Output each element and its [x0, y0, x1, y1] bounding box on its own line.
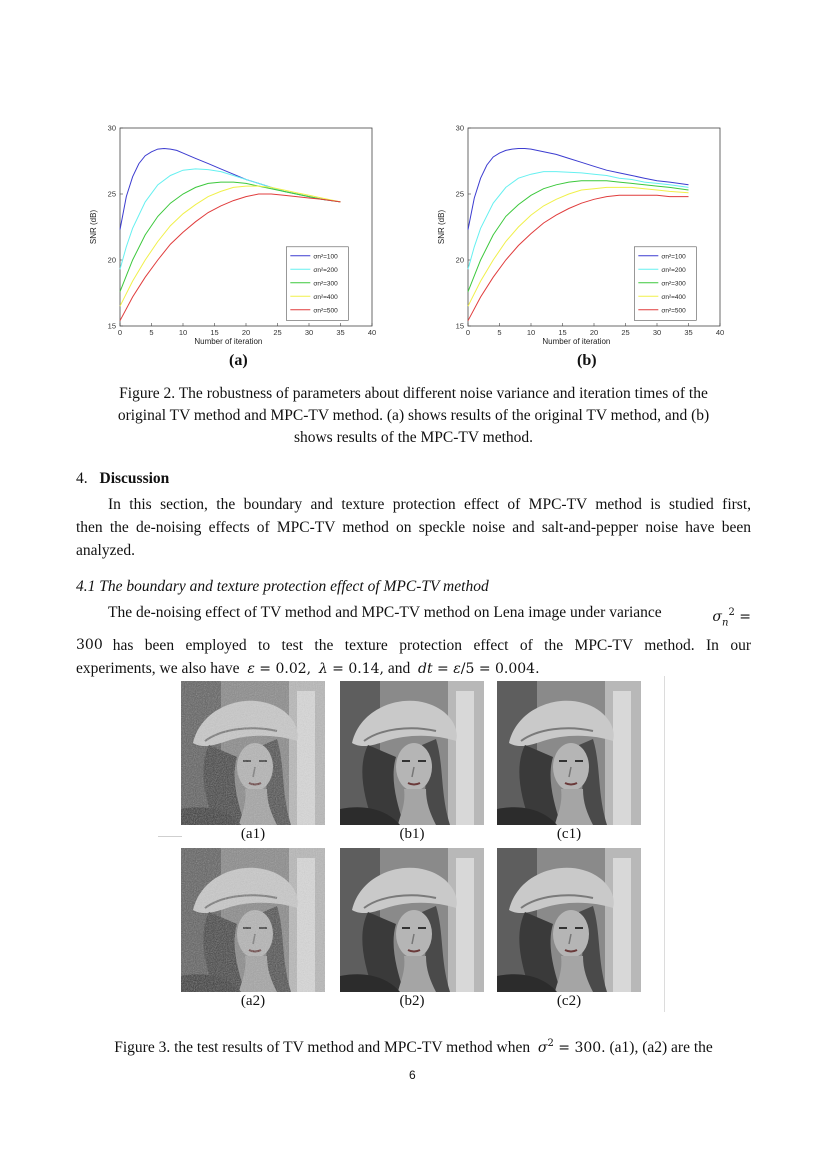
figure3-eq: = 300. [553, 1040, 606, 1057]
figure3-sup: 2 [547, 1038, 554, 1049]
chart-b-xtick-label: 5 [497, 328, 502, 337]
chart-a [80, 120, 380, 355]
chart-a-legend-label-2: σn²=200 [313, 266, 338, 274]
chart-b-legend-label-3: σn²=300 [661, 280, 686, 288]
chart-b-ytick-label: 15 [455, 321, 464, 331]
lena-image-b2-picture [340, 848, 484, 992]
chart-b [428, 120, 728, 355]
chart-b-legend-label-5: σn²=500 [661, 307, 686, 315]
chart-a-ytick-label: 25 [107, 189, 116, 199]
lambda-value: = 0.14, [327, 661, 384, 678]
chart-a-legend-label-3: σn²=300 [313, 280, 338, 288]
chart-a-xtick-label: 0 [117, 328, 123, 337]
chart-b-legend-label-1: σn²=100 [661, 253, 686, 261]
chart-b-legend-label-4: σn²=400 [661, 293, 686, 301]
dt-equals: = [432, 661, 454, 678]
section41-line2 [76, 634, 751, 657]
chart-b-xtick-label: 20 [589, 328, 599, 337]
section41-heading: 4.1 The boundary and texture protection effect of MPC-TV method [76, 578, 489, 595]
panel-label-a: (a) [229, 352, 248, 369]
lena-image-c2 [497, 848, 641, 992]
section41-line3 [76, 657, 751, 681]
figure3-right-border [664, 676, 665, 1012]
chart-a-legend-label-4: σn²=400 [313, 293, 338, 301]
chart-a-legend-label-5: σn²=500 [313, 307, 338, 315]
sigma-subscript: n [721, 617, 729, 629]
figure3-sigma: σ [537, 1040, 548, 1057]
dt-value: /5 = 0.004. [460, 661, 540, 678]
chart-b-legend-label-2: σn²=200 [661, 266, 686, 274]
chart-a-xtick-label: 25 [273, 328, 282, 337]
chart-b-xlabel: Number of iteration [542, 337, 611, 346]
figure3-caption-text: Figure 3. the test results of TV method and MPC-TV method when [114, 1039, 531, 1057]
chart-a-xtick-label: 30 [304, 328, 314, 337]
chart-a-xlabel: Number of iteration [194, 337, 263, 346]
chart-b-xtick-label: 40 [715, 328, 725, 337]
lambda-symbol: λ [318, 661, 328, 678]
label-c1: (c1) [556, 826, 582, 842]
section4-line2: then the de-noising effects of MPC-TV method on speckle noise and salt-and-pepper noise have been [76, 519, 751, 536]
chart-a-xtick-label: 10 [178, 328, 188, 337]
section4-paragraph [76, 493, 751, 562]
section4-title: Discussion [99, 470, 170, 487]
chart-b-ytick-label: 25 [455, 189, 464, 199]
chart-a-xtick-label: 5 [149, 328, 154, 337]
sigma-n-squared [712, 601, 751, 634]
section41-line2-text: has been employed to test the texture protection effect of the MPC-TV method. In our [112, 637, 751, 655]
epsilon-symbol: ε [247, 661, 255, 678]
page-number: 6 [409, 1068, 416, 1082]
dt-symbol: dt [418, 661, 433, 678]
lena-image-a2 [181, 848, 325, 992]
chart-a-ylabel: SNR (dB) [89, 209, 98, 245]
chart-b-svg [428, 120, 728, 355]
chart-a-xtick-label: 15 [210, 328, 219, 337]
figure2-caption-line3: shows results of the MPC-TV method. [293, 429, 534, 446]
chart-a-xtick-label: 20 [241, 328, 251, 337]
lena-image-b1 [340, 681, 484, 825]
label-b1: (b1) [399, 826, 425, 842]
chart-b-xtick-label: 10 [526, 328, 536, 337]
chart-b-xtick-label: 25 [621, 328, 630, 337]
lena-image-a1 [181, 681, 325, 825]
lena-image-b2 [340, 848, 484, 992]
section4-number: 4. [76, 470, 88, 487]
figure3-caption [76, 1033, 751, 1059]
section4-line1: In this section, the boundary and texture protection effect of MPC-TV method is studied first, [108, 496, 751, 513]
sigma-superscript: 2 [728, 607, 735, 618]
chart-b-xtick-label: 15 [558, 328, 567, 337]
sigma-symbol: σ [712, 609, 722, 626]
section41-line1 [76, 601, 751, 634]
section41-line1-text: The de-noising effect of TV method and MPC-TV method on Lena image under variance [108, 604, 662, 621]
figure3-divider [158, 836, 182, 837]
lena-image-c1-picture [497, 681, 641, 825]
figure3-caption-rest: (a1), (a2) are the [609, 1039, 713, 1057]
epsilon-value: = 0.02, [254, 661, 312, 678]
chart-b-xtick-label: 35 [684, 328, 693, 337]
chart-b-ytick-label: 30 [455, 123, 464, 133]
dt-epsilon: ε [453, 661, 461, 678]
chart-a-xtick-label: 35 [336, 328, 345, 337]
figure2-caption-line1: Figure 2. The robustness of parameters about different noise variance and iteration times of the [119, 385, 708, 402]
variance-value: 300 [76, 637, 103, 654]
figure2-caption-line2: original TV method and MPC-TV method. (a) shows results of the original TV method, and (b) [117, 407, 710, 424]
label-a2: (a2) [240, 993, 266, 1009]
section41-paragraph [76, 601, 751, 681]
chart-a-ytick-label: 20 [107, 255, 116, 265]
chart-a-svg [80, 120, 380, 355]
chart-b-ylabel: SNR (dB) [437, 209, 446, 245]
chart-a-ytick-label: 15 [107, 321, 116, 331]
label-a1: (a1) [240, 826, 266, 842]
lena-image-c1 [497, 681, 641, 825]
label-b2: (b2) [399, 993, 425, 1009]
lena-image-a1-picture [181, 681, 325, 825]
lena-image-a2-picture [181, 848, 325, 992]
chart-a-legend-label-1: σn²=100 [313, 253, 338, 261]
chart-b-ytick-label: 20 [455, 255, 464, 265]
section4-line3: analyzed. [76, 542, 135, 559]
label-c2: (c2) [556, 993, 582, 1009]
figure2-caption [76, 383, 751, 449]
and-word: and [387, 660, 411, 678]
chart-a-xtick-label: 40 [367, 328, 377, 337]
lena-image-b1-picture [340, 681, 484, 825]
lena-image-c2-picture [497, 848, 641, 992]
panel-label-b: (b) [577, 352, 597, 369]
section4-heading [76, 470, 169, 488]
chart-a-ytick-label: 30 [107, 123, 116, 133]
chart-b-xtick-label: 0 [465, 328, 471, 337]
sigma-equals: = [734, 609, 751, 626]
section41-line3-text: experiments, we also have [76, 660, 240, 678]
chart-b-xtick-label: 30 [652, 328, 662, 337]
